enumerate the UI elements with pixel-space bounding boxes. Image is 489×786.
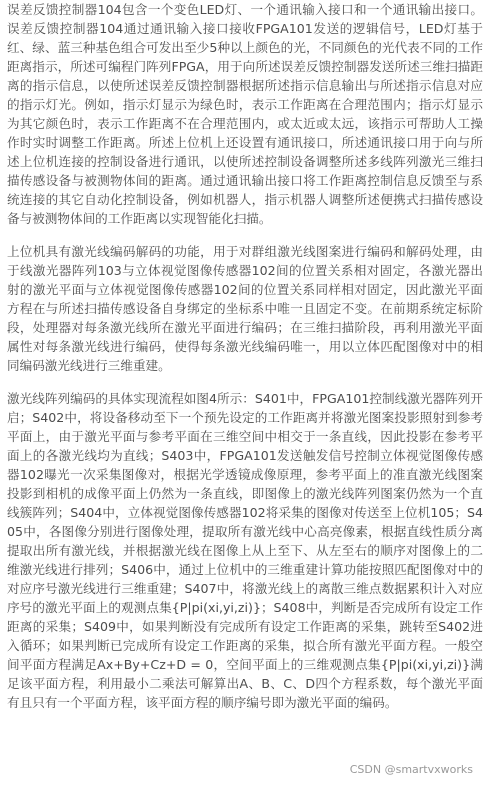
paragraph-feedback-controller: 误差反馈控制器104包含一个变色LED灯、一个通讯输入接口和一个通讯输出接口。误差反馈控制器104通过通讯输入接口接收FPGA101发送的逻辑信号，LED灯基于红、绿、蓝三种基色组合可发出至少5种以上颜色的光，不同颜色的光代表不同的工作距离指示，所述可编程门阵列FPGA，用于向所述误差反馈控制器发送所述三维扫描距离的指示信息，以使所述误差反馈控制器根据所述指示信息输出与所述指示信息对应的指示灯光。例如，指示灯显示为绿色时，表示工作距离在合理范围内；指示灯显示为其它颜色时，表示工作距离不在合理范围内，或太近或太远，该指示可帮助人工操作时实时调整工作距离。所述上位机上还设置有通讯接口，所述通讯接口用于向与所述上位机连接的控制设备进行通讯，以使所述控制设备调整所述多线阵列激光三维扫描传感设备与被测物体间的距离。通过通讯输出接口将工作距离控制信息反馈至与系统连接的其它自动化控制设备，例如机器人，指示机器人调整所述便携式扫描传感设备与被测物体间的工作距离以实现智能化扫描。 bbox=[7, 2, 483, 226]
paragraph-encoding-flow: 激光线阵列编码的具体实现流程如图4所示：S401中，FPGA101控制线激光器阵列开启；S402中，将设备移动至下一个预先设定的工作距离并将激光图案投影照射到参考平面上，由于激光平面与参考平面在三维空间中相交于一条直线，因此投影在参考平面上的各激光线均为直线；S403中，FPGA101发送触发信号控制立体视觉图像传感器102曝光一次采集图像对，根据光学透镜成像原理，参考平面上的准直激光线图案投影到相机的成像平面上仍然为一条直线，即图像上的激光线阵列图案仍然为一个直线簇阵列；S404中，立体视觉图像传感器102将采集的图像对传送至上位机105；S405中，各图像分别进行图像处理，提取所有激光线中心高亮像素，根据直线性质分离提取出所有激光线，并根据激光线在图像上从上至下、从左至右的顺序对图像上的二维激光线进行排列；S406中，通过上位机中的三维重建计算功能按照匹配图像对中的对应序号激光线进行三维重建；S407中，将激光线上的离散三维点数据累积计入对应序号的激光平面上的观测点集{P|pi(xi,yi,zi)}；S408中，判断是否完成所有设定工作距离的采集；S409中，如果判断没有完成所有设定工作距离的采集，跳转至S402进入循环；如果判断已完成所有设定工作距离的采集，拟合所有激光平面方程。一般空间平面方程满足Ax+By+Cz+D = 0，空间平面上的三维观测点集{P|pi(xi,yi,zi)}满足该平面方程，利用最小二乘法可解算出A、B、C、D四个方程系数，每个激光平面有且只有一个平面方程，该平面方程的顺序编号即为激光平面的编码。 bbox=[7, 391, 483, 710]
paragraph-laser-encoding: 上位机具有激光线编码解码的功能，用于对群组激光线图案进行编码和解码处理，由于线激光器阵列103与立体视觉图像传感器102间的位置关系相对固定，各激光器出射的激光平面与立体视觉图像传感器102间的位置关系同样相对固定，因此激光平面方程在与所述扫描传感设备自身绑定的坐标系中唯一且固定不变。在前期系统定标阶段，处理器对每条激光线所在激光平面进行编码；在三维扫描阶段，再利用激光平面属性对每条激光线进行编码，使得每条激光线编码唯一，用以立体匹配图像对中的相同编码激光线进行三维重建。 bbox=[7, 244, 483, 373]
article-body bbox=[7, 0, 483, 712]
csdn-watermark: CSDN @smartvxworks bbox=[349, 763, 473, 776]
